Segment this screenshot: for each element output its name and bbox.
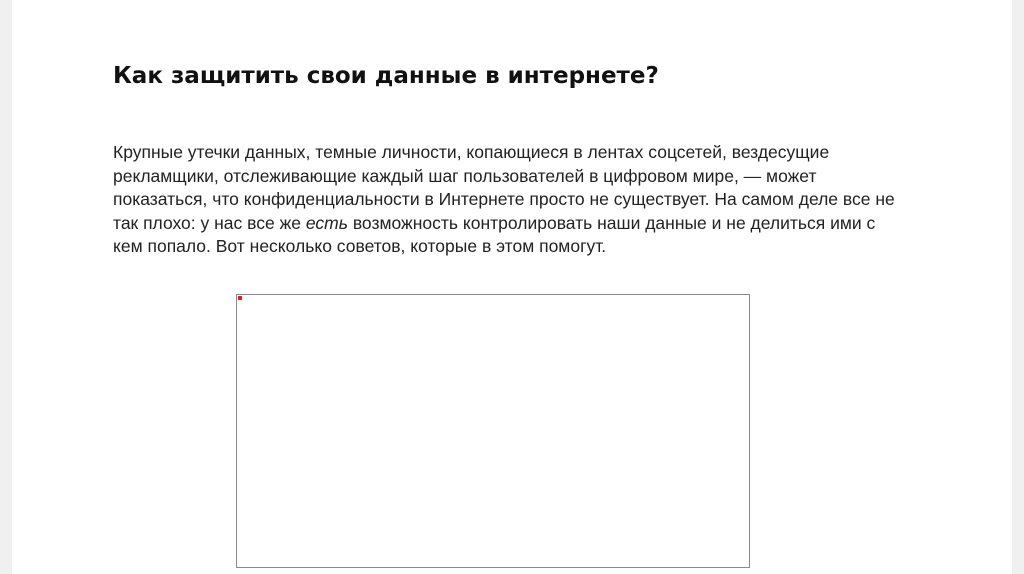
slide bbox=[12, 0, 1012, 574]
slide-paragraph bbox=[113, 141, 903, 259]
embedded-image-frame bbox=[236, 294, 750, 568]
paragraph-text-start: Крупные утечки данных, темные личности, копающиеся в лентах соцсетей, вездесущие рекламщики, отслеживающие каждый шаг пользователей в цифровом мире, — может показаться, что конфиденциальности в Интернете просто не существует. На самом деле все не так плохо: у нас все же bbox=[113, 142, 895, 233]
slide-title: Как защитить свои данные в интернете? bbox=[113, 63, 659, 89]
paragraph-text-end: возможность контролировать наши данные и не делиться ими с кем попало. Вот несколько советов, которые в этом помогут. bbox=[113, 212, 876, 256]
paragraph-emphasis: есть bbox=[305, 212, 348, 233]
broken-image-icon bbox=[238, 296, 242, 300]
